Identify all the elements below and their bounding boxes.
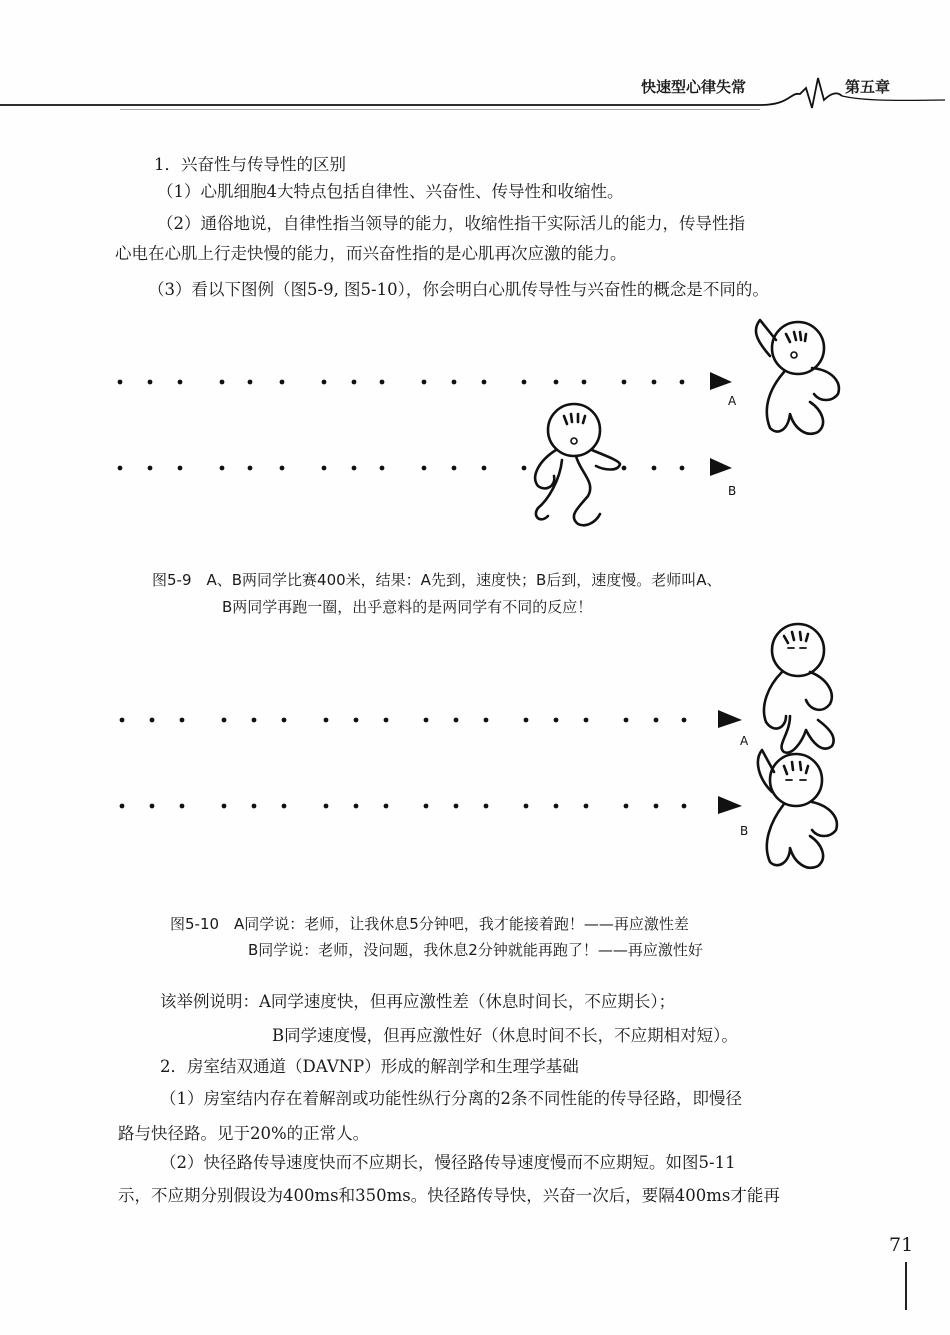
section2-heading: 2．房室结双通道（DAVNP）形成的解剖学和生理学基础 [160,1057,579,1076]
running-header-chapter: 第五章 [845,78,891,96]
section2-item1-line2: 路与快径路。见于20%的正常人。 [118,1124,370,1143]
figure-5-10-caption-line1: 图5-10 A同学说：老师，让我休息5分钟吧，我才能接着跑！——再应激性差 [170,915,689,933]
fig510-label-b: B [740,824,749,838]
figure-5-10-caption-line2: B同学说：老师，没问题，我休息2分钟就能再跑了！——再应激性好 [248,941,703,959]
fig59-label-a: A [728,394,737,408]
page-edge-rule [905,1262,907,1310]
summary-line1: 该举例说明：A同学速度快，但再应激性差（休息时间长，不应期长）； [160,992,676,1011]
track-b-dots-icon [118,458,732,476]
figure-5-10-illustration [0,610,950,900]
section1-item2-line1: （2）通俗地说，自律性指当领导的能力，收缩性指干实际活儿的能力，传导性指 [157,214,745,233]
fig510-label-a: A [740,734,749,748]
section2-item2-line1: （2）快径路传导速度快而不应期长，慢径路传导速度慢而不应期短。如图5-11 [160,1153,736,1172]
header-rule-ecg-icon [0,70,950,110]
section1-heading: 1．兴奋性与传导性的区别 [154,155,346,174]
summary-line2: B同学速度慢，但再应激性好（休息时间不长，不应期相对短）。 [272,1026,738,1045]
stick-figure-a-tired-icon [764,624,834,753]
track-b-dots-icon [120,796,742,814]
page-number: 71 [889,1234,914,1256]
track-a-dots-icon [120,710,742,728]
figure-5-9-illustration [0,310,950,550]
running-header-title: 快速型心律失常 [641,78,747,96]
section1-item1: （1）心肌细胞4大特点包括自律性、兴奋性、传导性和收缩性。 [157,182,624,201]
stick-figure-b-ready-icon [758,750,837,868]
figure-5-9-caption-line2: B两同学再跑一圈，出乎意料的是两同学有不同的反应！ [222,598,593,616]
section2-item2-line2: 示，不应期分别假设为400ms和350ms。快径路传导快，兴奋一次后，要隔400ms才能再 [118,1186,780,1205]
section1-item3: （3）看以下图例（图5-9, 图5-10），你会明白心肌传导性与兴奋性的概念是不同的。 [148,280,769,299]
stick-figure-a-arrived-icon [756,320,839,434]
stick-figure-b-running-icon [535,404,620,525]
track-a-dots-icon [118,372,732,390]
figure-5-9-caption-line1: 图5-9 A、B两同学比赛400米，结果：A先到，速度快；B后到，速度慢。老师叫A、 [152,571,722,589]
fig59-label-b: B [728,484,737,498]
section1-item2-line2: 心电在心肌上行走快慢的能力，而兴奋性指的是心肌再次应激的能力。 [115,244,627,263]
section2-item1-line1: （1）房室结内存在着解剖或功能性纵行分离的2条不同性能的传导径路，即慢径 [160,1089,742,1108]
